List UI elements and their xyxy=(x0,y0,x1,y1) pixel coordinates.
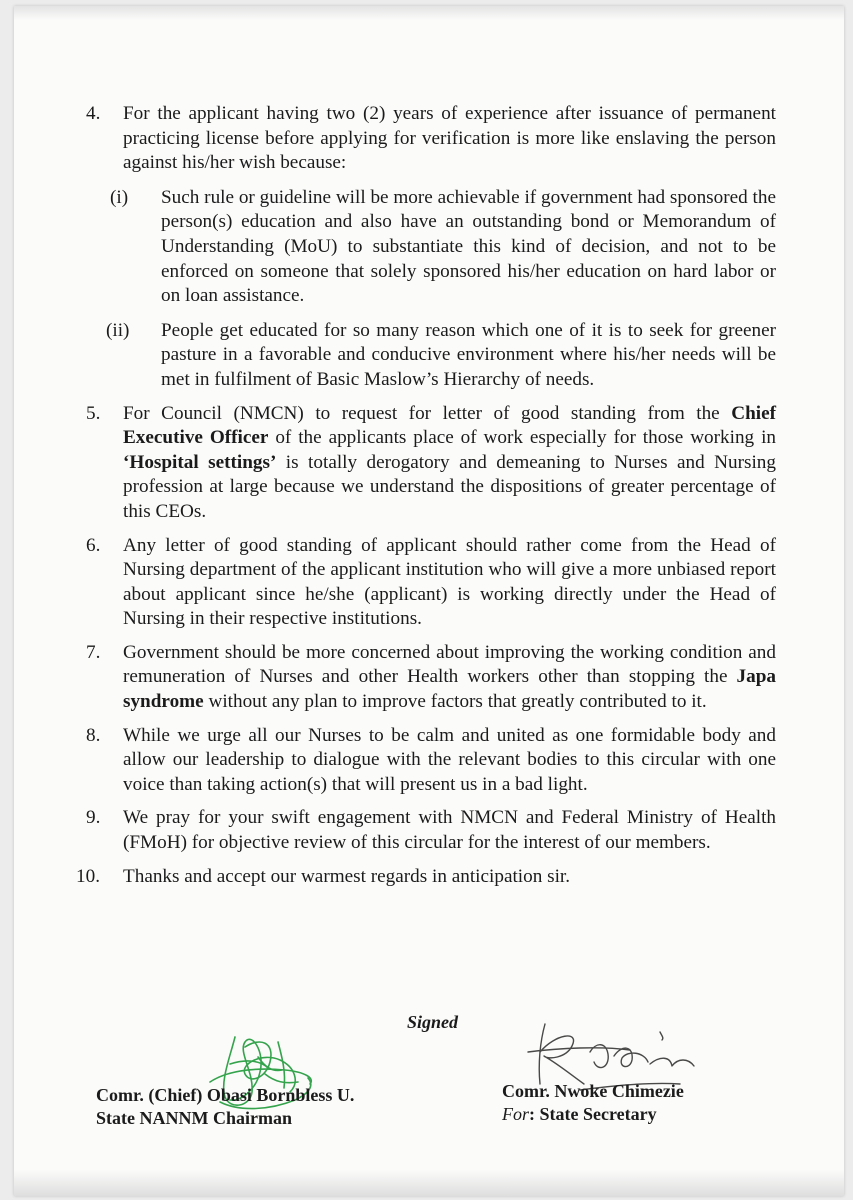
item-text: Thanks and accept our warmest regards in anticipation sir. xyxy=(123,865,571,887)
item-text: Any letter of good standing of applicant should rather come from the Head of Nursing department of the applicant institution who will give a more unbiased report about applicant since he/she (applicant) is working directly under the Head of Nursing in their respective institutions. xyxy=(123,534,776,630)
chairman-name: Comr. (Chief) Obasi Bornbless U. xyxy=(96,1085,355,1105)
list-item-8 xyxy=(86,724,776,798)
document-body xyxy=(76,102,776,889)
item-number: 6. xyxy=(86,534,101,556)
sub-item-number: (i) xyxy=(110,186,129,208)
item-text: Government should be more concerned about improving the working condition and remuneration of Nurses and other Health workers other than stopping the xyxy=(123,641,776,688)
page-shadow-top xyxy=(14,6,844,20)
sub-item-text: People get educated for so many reason which one of it is to seek for greener pasture in a favorable and conducive environment where his/her needs will be met in fulfilment of Basic Maslow’s Hierarchy of needs. xyxy=(161,319,776,390)
list-item-6 xyxy=(86,534,776,632)
sub-item-ii xyxy=(86,319,776,393)
item-number: 8. xyxy=(86,724,101,746)
page-shadow-bottom xyxy=(14,1170,844,1196)
list-item-10 xyxy=(76,865,776,890)
chairman-title: State NANNM Chairman xyxy=(96,1108,292,1128)
secretary-title: : State Secretary xyxy=(529,1104,657,1124)
chairman-signatory xyxy=(96,1084,354,1130)
item-number: 9. xyxy=(86,807,101,829)
item-bold-text: Chief Executive Officer xyxy=(123,402,776,449)
item-number: 10. xyxy=(76,865,100,887)
sub-item-number: (ii) xyxy=(106,319,130,341)
item-text: of the applicants place of work especially for those working in xyxy=(268,427,776,449)
secretary-name: Comr. Nwoke Chimezie xyxy=(502,1081,684,1101)
item-text: For Council (NMCN) to request for letter of good standing from the xyxy=(123,402,732,424)
item-bold-text: ‘Hospital settings’ xyxy=(123,451,277,473)
signed-label: Signed xyxy=(407,1012,459,1032)
item-number: 7. xyxy=(86,641,101,663)
secretary-signatory xyxy=(502,1080,684,1126)
list-item-4 xyxy=(86,102,776,393)
item-number: 4. xyxy=(86,103,101,124)
item-bold-text: Japa syndrome xyxy=(123,666,776,713)
list-item-5 xyxy=(86,402,776,525)
item-text: is totally derogatory and demeaning to Nurses and Nursing profession at large because we understand the dispositions of greater percentage of this CEOs. xyxy=(123,451,776,522)
list-item-9 xyxy=(86,806,776,855)
item-text: While we urge all our Nurses to be calm and united as one formidable body and allow our leadership to dialogue with the relevant bodies to this circular with one voice than taking action(s) that will present us in a bad light. xyxy=(123,724,776,795)
sub-item-i xyxy=(86,186,776,309)
list-item-7 xyxy=(86,641,776,715)
item-text: without any plan to improve factors that greatly contributed to it. xyxy=(203,691,707,713)
item-text: For the applicant having two (2) years of experience after issuance of permanent practicing license before applying for verification is more like enslaving the person against his/her wish because: xyxy=(123,103,776,174)
item-text: We pray for your swift engagement with NMCN and Federal Ministry of Health (FMoH) for objective review of this circular for the interest of our members. xyxy=(123,807,776,854)
for-label: For xyxy=(502,1104,529,1124)
sub-item-text: Such rule or guideline will be more achievable if government had sponsored the person(s) education and also have an outstanding bond or Memorandum of Understanding (MoU) to substantiate this kind of decision, and not to be enforced on someone that solely sponsored his/her education on hard labor or on loan assistance. xyxy=(161,186,776,307)
item-number: 5. xyxy=(86,402,101,424)
